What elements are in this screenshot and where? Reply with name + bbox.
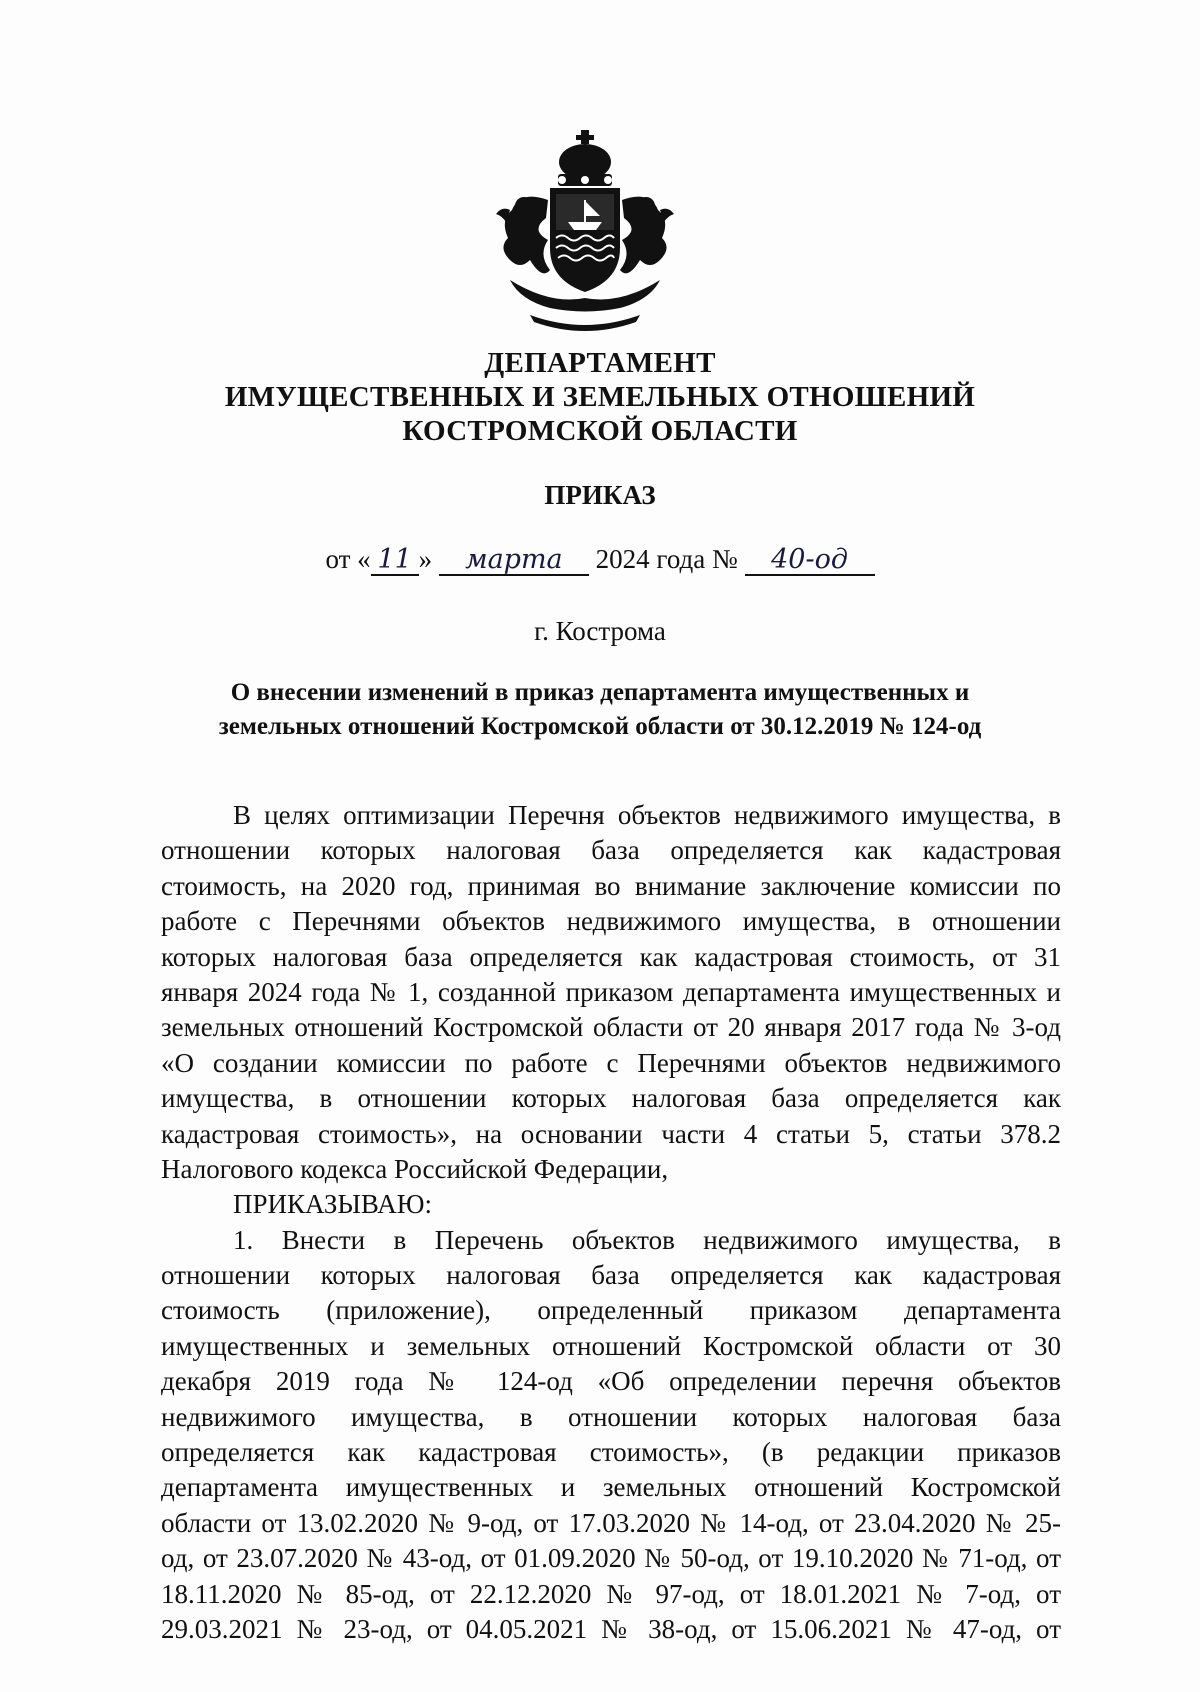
body-line: департамента имущественных и земельных отношений Костромской xyxy=(161,1472,1061,1503)
document-type: ПРИКАЗ xyxy=(544,480,656,510)
body-line: декабря 2019 года № 124-од «Об определении перечня объектов xyxy=(161,1366,1061,1397)
header-line-3: КОСТРОМСКОЙ ОБЛАСТИ xyxy=(402,415,798,447)
date-line xyxy=(0,544,1200,576)
order-keyword: ПРИКАЗЫВАЮ: xyxy=(233,1189,432,1220)
body-line: 1. Внести в Перечень объектов недвижимого имущества, в xyxy=(233,1224,1061,1255)
body-line: кадастровая стоимость», на основании части 4 статьи 5, статьи 378.2 xyxy=(161,1118,1061,1149)
body-line: января 2024 года № 1, созданной приказом департамента имущественных и xyxy=(161,976,1061,1007)
body-line: стоимость (приложение), определенный приказом департамента xyxy=(161,1295,1061,1326)
handwritten-month: марта xyxy=(439,546,589,576)
body-line: недвижимого имущества, в отношении которых налоговая база xyxy=(161,1401,1061,1432)
body-line: 29.03.2021 № 23-од, от 04.05.2021 № 38-од, от 15.06.2021 № 47-од, от xyxy=(161,1613,1061,1644)
handwritten-order-number: 40-од xyxy=(745,546,875,576)
date-year-text: 2024 года № xyxy=(595,544,738,574)
body-line: области от 13.02.2020 № 9-од, от 17.03.2020 № 14-од, от 23.04.2020 № 25- xyxy=(161,1507,1061,1538)
body-line: стоимость, на 2020 год, принимая во внимание заключение комиссии по xyxy=(161,870,1061,901)
header-line-2: ИМУЩЕСТВЕННЫХ И ЗЕМЕЛЬНЫХ ОТНОШЕНИЙ xyxy=(224,381,976,413)
department-header xyxy=(0,346,1200,448)
body-line: В целях оптимизации Перечня объектов недвижимого имущества, в xyxy=(233,800,1061,830)
body-line: од, от 23.07.2020 № 43-од, от 01.09.2020 № 50-од, от 19.10.2020 № 71-од, от xyxy=(161,1543,1061,1574)
subject-line-1: О внесении изменений в приказ департамента имущественных и xyxy=(230,679,970,706)
header-line-1: ДЕПАРТАМЕНТ xyxy=(484,347,716,379)
date-prefix: от « xyxy=(325,544,371,574)
body-line: 18.11.2020 № 85-од, от 22.12.2020 № 97-од, от 18.01.2021 № 7-од, от xyxy=(161,1578,1061,1609)
body-line: земельных отношений Костромской области от 20 января 2017 года № 3-од xyxy=(161,1012,1061,1043)
body-line: Налогового кодекса Российской Федерации, xyxy=(161,1153,669,1184)
body-line: имущества, в отношении которых налоговая база определяется как xyxy=(161,1083,1061,1114)
body-line: отношении которых налоговая база определяется как кадастровая xyxy=(161,835,1061,866)
order-body xyxy=(161,798,1061,1647)
coat-of-arms-emblem xyxy=(490,130,680,335)
handwritten-day: 11 xyxy=(371,546,419,576)
body-line: определяется как кадастровая стоимость», (в редакции приказов xyxy=(161,1437,1061,1468)
body-line: «О создании комиссии по работе с Перечнями объектов недвижимого xyxy=(161,1047,1061,1078)
body-line: отношении которых налоговая база определяется как кадастровая xyxy=(161,1260,1061,1291)
city-name: г. Кострома xyxy=(534,616,666,646)
body-line: которых налоговая база определяется как кадастровая стоимость, от 31 xyxy=(161,941,1061,972)
subject-line-2: земельных отношений Костромской области от 30.12.2019 № 124-од xyxy=(218,713,982,740)
order-subject xyxy=(0,676,1200,744)
body-line: работе с Перечнями объектов недвижимого имущества, в отношении xyxy=(161,906,1061,937)
body-line: имущественных и земельных отношений Костромской области от 30 xyxy=(161,1330,1061,1361)
date-mid: » xyxy=(418,544,433,574)
